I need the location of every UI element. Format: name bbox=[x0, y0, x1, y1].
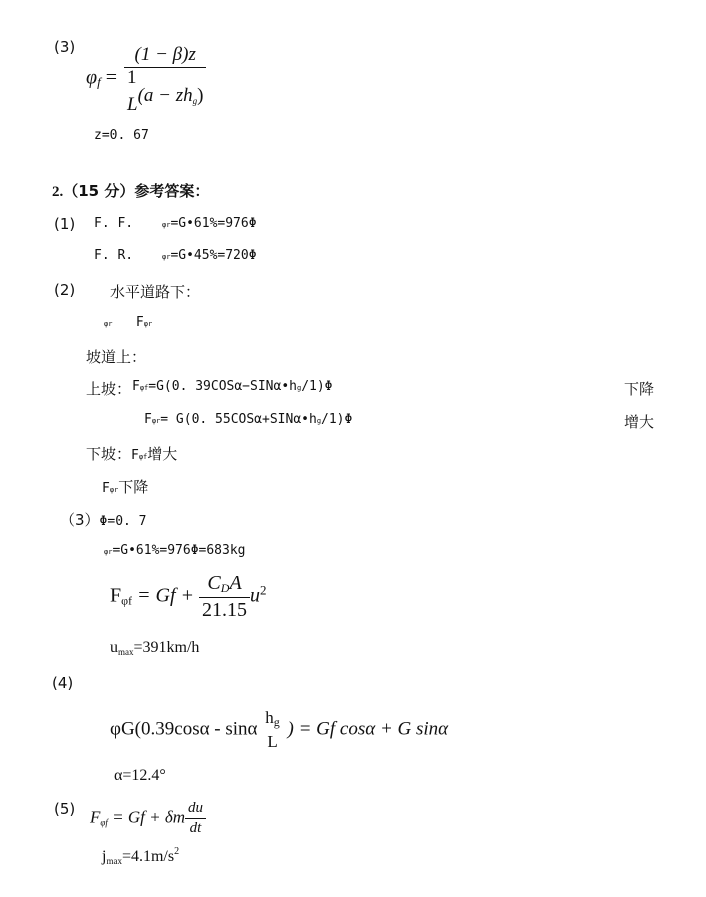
q1-fr-label: F. R. bbox=[94, 248, 134, 263]
flat-road-expr: φr Fφr bbox=[104, 315, 153, 330]
fraction-numerator: (1 − β)z bbox=[124, 44, 206, 68]
jmax-value: $j_{max}=4.1m/s^2$ bbox=[102, 846, 180, 866]
uphill-result: 下降 bbox=[624, 380, 655, 398]
q4-equation: φG(0.39cosα - sinα $h_g$ L ) = Gf cosα + G sinα bbox=[110, 708, 449, 751]
fr-slope-result: 增大 bbox=[624, 413, 655, 431]
q3-equation: $F_{\varphi f} = Gf$ + $\frac{C_DA}{21.15}$ $u^2$ bbox=[110, 572, 267, 621]
downhill-label: 下坡：Fφf增大 bbox=[86, 445, 178, 463]
section-heading bbox=[52, 180, 209, 201]
q5-equation: $F_{\varphi f} = Gf + \delta m$ $\frac{du}{dt}$ bbox=[90, 800, 206, 837]
q3-number: （3）Φ=0. 7 bbox=[60, 511, 147, 529]
flat-road-label: 水平道路下： bbox=[110, 283, 201, 301]
q1-ff-label: F. F. bbox=[94, 216, 134, 231]
den-paren: (a − zh bbox=[137, 85, 193, 106]
den-g: g bbox=[192, 96, 198, 106]
heading-number: 2. bbox=[52, 184, 64, 200]
uphill-label: 上坡： bbox=[86, 380, 132, 398]
q5-number: (5) bbox=[54, 800, 76, 818]
uphill-expr: Fφf=G(0. 39COSα−SINα•hg/1)Φ bbox=[132, 379, 333, 394]
q4-number: (4) bbox=[52, 674, 74, 692]
q1-number: (1) bbox=[54, 215, 76, 233]
den-L: L bbox=[126, 94, 138, 115]
slope-label: 坡道上： bbox=[86, 348, 147, 366]
downhill-fr: Fφr下降 bbox=[102, 478, 149, 496]
phi-symbol: φ bbox=[86, 66, 98, 89]
q3-line: φr=G•61%=976Φ=683kg bbox=[104, 543, 246, 558]
alpha-value: α=12.4° bbox=[114, 767, 166, 784]
phi-f-formula bbox=[86, 44, 206, 114]
z-value: z=0. 67 bbox=[94, 128, 149, 143]
item-number-3: (3) bbox=[54, 38, 76, 56]
umax-value: $u_{max}=391km/h$ bbox=[110, 639, 200, 657]
q1-ff-expr: φr=G•61%=976Φ bbox=[162, 216, 257, 231]
equals-sign: = bbox=[105, 66, 117, 89]
den-close: ) bbox=[197, 85, 204, 106]
heading-label: 参考答案： bbox=[134, 182, 210, 200]
phi-sub: f bbox=[97, 74, 101, 90]
fr-slope-expr: Fφr= G(0. 55COSα+SINα•hg/1)Φ bbox=[144, 412, 353, 427]
q1-fr-expr: φr=G•45%=720Φ bbox=[162, 248, 257, 263]
den-one: 1 bbox=[126, 67, 137, 88]
q2-number: (2) bbox=[54, 281, 76, 299]
heading-points: （15 分） bbox=[63, 182, 135, 200]
